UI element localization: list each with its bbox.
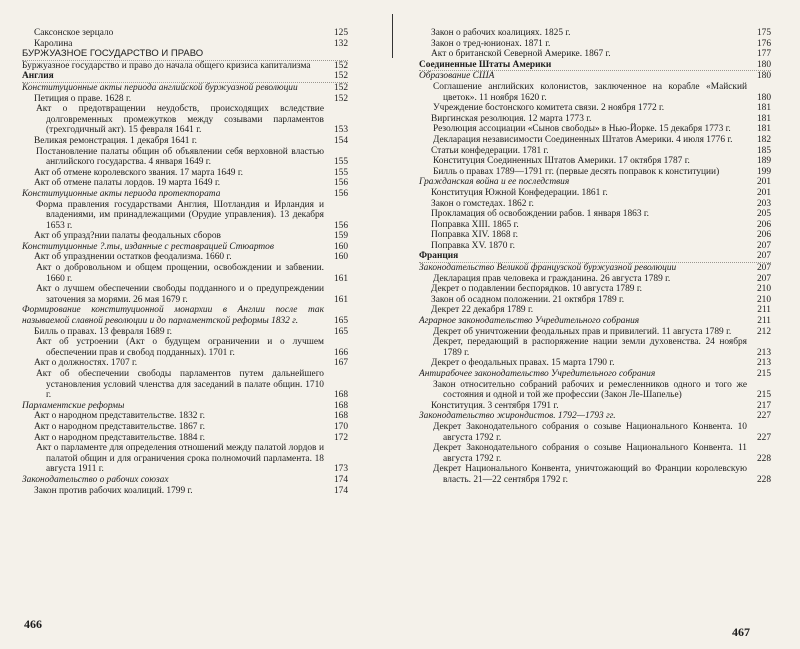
toc-entry-page: 211 [757, 316, 771, 327]
toc-entry-title: Акт о народном представительстве. 1832 г. [34, 411, 205, 422]
toc-entry-page: 156 [333, 220, 348, 231]
toc-entry-page: 212 [756, 326, 771, 337]
toc-entry-title: Виргинская резолюция. 12 марта 1773 г. [431, 113, 592, 124]
toc-entry-title: Акт об упразднении остатков феодализма. 1660 г. [34, 252, 232, 263]
toc-entry-title: Конституционные ?.ты, изданные с реставрацией Стюартов [22, 241, 274, 252]
toc-entry-page: 167 [333, 358, 348, 369]
toc-entry-title: Постановление палаты общин об объявлении себя верховной властью английского государства. 4 января 1649 г. [36, 146, 324, 168]
toc-entry-page: 155 [333, 167, 348, 178]
toc-entry-page: 155 [333, 157, 348, 168]
toc-entry [419, 188, 771, 199]
toc-entry [419, 327, 771, 338]
toc-entry-page: 165 [333, 326, 348, 337]
toc-entry [419, 146, 771, 157]
toc-entry-title: Декрет Законодательного собрания о созыве Национального Конвента. 11 августа 1792 г. [433, 443, 747, 464]
toc-entry-page: 168 [333, 411, 348, 422]
toc-entry [22, 358, 348, 369]
toc-entry-title: Конституционные акты периода английской буржуазной революции [22, 82, 298, 93]
toc-entry-title: Законодательство жирондистов. 1792—1793 гг. [419, 411, 616, 422]
toc-entry-page: 153 [333, 125, 348, 136]
toc-entry-page: 227 [756, 411, 771, 422]
toc-entry-title: Поправка XIII. 1865 г. [431, 219, 519, 230]
toc-entry-title: Закон о гомстедах. 1862 г. [431, 198, 534, 209]
toc-entry-title: Аграрное законодательство Учредительного собрания [419, 316, 640, 327]
toc-entry [22, 94, 348, 105]
toc-entry [22, 337, 348, 358]
toc-entry [419, 263, 771, 274]
toc-entry [419, 411, 771, 422]
toc-entry-title: Соединенные Штаты Америки [419, 59, 552, 70]
toc-entry-page: 170 [333, 421, 348, 432]
toc-entry [22, 486, 348, 497]
toc-entry-title: Конституционные акты периода протектората [22, 188, 221, 199]
toc-entry-page: 181 [756, 113, 771, 124]
toc-entry [419, 60, 771, 72]
toc-entry-page: 215 [756, 390, 771, 401]
toc-entry [419, 103, 771, 114]
toc-entry [22, 284, 348, 305]
toc-entry-title: Акт об упразд?нии палаты феодальных сборов [34, 231, 221, 242]
toc-entry [22, 305, 348, 326]
toc-entry-title: Билль о правах 1789—1791 гг. (первые десять поправок к конституции) [433, 166, 720, 177]
toc-entry-title: Буржуазное государство и право до начала общего кризиса капитализма [22, 60, 311, 71]
toc-entry-title: Акт о должностях. 1707 г. [34, 358, 138, 369]
toc-entry-title: Конституция Южной Конфедерации. 1861 г. [431, 187, 608, 198]
toc-entry-title: Законодательство о рабочих союзах [22, 474, 169, 485]
toc-entry-page: 168 [333, 400, 348, 411]
toc-entry [419, 284, 771, 295]
toc-entry [22, 104, 348, 136]
toc-entry [22, 443, 348, 475]
toc-entry-page: 156 [333, 178, 348, 189]
toc-entry [419, 422, 771, 443]
toc-entry-title: Акт об отмене палаты лордов. 19 марта 1649 г. [34, 178, 221, 189]
toc-entry-page: 189 [756, 156, 771, 167]
toc-entry-page: 207 [756, 251, 771, 262]
toc-entry [22, 369, 348, 401]
toc-entry-page: 173 [333, 464, 348, 475]
toc-entry [419, 124, 771, 135]
toc-entry-title: Закон против рабочих коалиций. 1799 г. [34, 485, 193, 496]
toc-entry [419, 401, 771, 412]
toc-entry-page: 156 [333, 188, 348, 199]
toc-entry-title: Декрет о подавлении беспорядков. 10 августа 1789 г. [431, 284, 642, 295]
toc-entry-page: 177 [756, 49, 771, 60]
toc-entry-page: 199 [756, 166, 771, 177]
toc-entry-page: 180 [756, 71, 771, 82]
left-page-number: 466 [24, 617, 42, 631]
toc-entry [22, 28, 348, 39]
toc-entry [419, 28, 771, 39]
toc-entry-page: 210 [756, 294, 771, 305]
toc-entry-page: 176 [756, 38, 771, 49]
toc-entry-title: БУРЖУАЗНОЕ ГОСУДАРСТВО И ПРАВО [22, 48, 204, 60]
toc-entry-page: 217 [756, 400, 771, 411]
toc-entry-title: Закон о рабочих коалициях. 1825 г. [431, 28, 571, 38]
toc-entry [419, 71, 771, 82]
toc-entry-title: Акт о парламенте для определения отношений между палатой лордов и палатой общин и для ограничения срока полномочий парламента. 18 августа 1911 г. [36, 443, 324, 475]
toc-entry-page: 180 [756, 59, 771, 70]
toc-entry-title: Акт о предотвращении неудобств, происходящих вследствие долговременных промежутков между созывами парламентов (трехгодичный акт). 15 февраля 1641 г. [36, 104, 324, 136]
toc-entry [22, 71, 348, 83]
toc-entry [419, 443, 771, 464]
toc-entry-page: 207 [756, 263, 771, 274]
toc-entry-page: 206 [756, 230, 771, 241]
toc-entry [22, 178, 348, 189]
toc-entry-page: 207 [756, 240, 771, 251]
toc-entry-title: Акт об устроении (Акт о будущем ограничении и о лучшем обеспечении прав и свобод подданных). 1701 г. [36, 337, 324, 358]
toc-entry [419, 156, 771, 167]
toc-entry [419, 305, 771, 316]
toc-entry-page: 201 [756, 187, 771, 198]
toc-entry [22, 189, 348, 200]
toc-entry [22, 327, 348, 338]
toc-entry [22, 49, 348, 61]
toc-entry-title: Поправка XV. 1870 г. [431, 240, 515, 251]
toc-entry-page: 152 [333, 60, 348, 71]
toc-entry-page: 181 [756, 124, 771, 135]
toc-entry-title: Соглашение английских колонистов, заключенное на корабле «Майский цветок». 11 ноября 1620 г. [433, 81, 747, 103]
toc-entry [22, 200, 348, 232]
toc-entry [22, 433, 348, 444]
toc-entry [419, 199, 771, 210]
toc-entry-page: 181 [756, 103, 771, 114]
toc-entry-title: Формирование конституционной монархии в Англии после так называемой славной революции и до парламентской реформы 1832 г. [22, 305, 324, 327]
toc-entry-title: Гражданская война и ее последствия [419, 177, 570, 188]
toc-entry-title: Учреждение бостонского комитета связи. 2 ноября 1772 г. [433, 103, 665, 114]
toc-entry-title: Декрет 22 декабря 1789 г. [431, 305, 534, 316]
toc-entry-page: 152 [333, 93, 348, 104]
left-page-toc [22, 28, 348, 496]
toc-entry-title: Поправка XIV. 1868 г. [431, 230, 519, 241]
toc-entry-page: 165 [333, 316, 348, 327]
toc-entry [419, 295, 771, 306]
toc-entry-title: Декларация независимости Соединенных Штатов Америки. 4 июля 1776 г. [433, 134, 733, 145]
toc-entry-page: 206 [756, 219, 771, 230]
toc-entry-page: 125 [333, 28, 348, 38]
toc-entry [419, 220, 771, 231]
toc-entry [419, 380, 771, 401]
toc-entry-page: 161 [333, 273, 348, 284]
toc-entry [419, 274, 771, 285]
toc-entry-page: 211 [757, 305, 771, 316]
toc-entry-page: 180 [756, 92, 771, 103]
toc-entry-title: Конституция Соединенных Штатов Америки. 17 октября 1787 г. [433, 156, 690, 167]
toc-entry [22, 263, 348, 284]
toc-entry-page: 154 [333, 135, 348, 146]
toc-entry-page: 159 [333, 231, 348, 242]
toc-entry [419, 82, 771, 103]
toc-entry-page: 205 [756, 209, 771, 220]
toc-entry-title: Декрет, передающий в распоряжение нации земли духовенства. 24 ноября 1789 г. [433, 337, 747, 358]
toc-entry [419, 369, 771, 380]
toc-entry-title: Каролина [34, 38, 73, 49]
toc-entry-title: Прокламация об освобождении рабов. 1 января 1863 г. [431, 209, 650, 220]
toc-entry [22, 252, 348, 263]
toc-entry [419, 209, 771, 220]
toc-entry-title: Форма правления государствами Англия, Шотландия и Ирландия и владениями, им принадлежащими (Орудие управления). 13 декабря 1653 г. [36, 199, 324, 231]
toc-entry [419, 358, 771, 369]
toc-entry-page: 215 [756, 369, 771, 379]
toc-entry-title: Декрет о феодальных правах. 15 марта 1790 г. [431, 358, 615, 369]
page-gutter-mark [392, 14, 393, 58]
toc-entry [22, 422, 348, 433]
toc-entry-title: Законодательство Великой французской буржуазной революции [419, 263, 677, 274]
toc-entry-page: 210 [756, 284, 771, 295]
toc-entry [419, 251, 771, 263]
toc-entry-page: 228 [756, 453, 771, 464]
toc-entry-title: Декрет Законодательного собрания о созыве Национального Конвента. 10 августа 1792 г. [433, 421, 747, 443]
toc-entry [419, 39, 771, 50]
toc-entry [419, 114, 771, 125]
toc-entry-page: 160 [333, 252, 348, 263]
toc-entry [419, 167, 771, 178]
toc-entry-title: Франция [419, 251, 459, 262]
toc-entry [22, 61, 348, 72]
toc-entry-page: 174 [333, 474, 348, 485]
toc-entry [419, 316, 771, 327]
toc-entry-title: Конституция. 3 сентября 1791 г. [431, 400, 559, 411]
toc-entry [22, 242, 348, 253]
toc-entry-title: Образование США [419, 71, 495, 82]
toc-entry-title: Акт о народном представительстве. 1884 г. [34, 432, 205, 443]
toc-entry-page: 174 [333, 485, 348, 496]
toc-entry [419, 241, 771, 252]
toc-entry-title: Саксонское зерцало [34, 28, 114, 38]
toc-entry [22, 401, 348, 412]
toc-entry-page: 207 [756, 273, 771, 284]
toc-entry-page: 132 [333, 38, 348, 49]
toc-entry-page: 213 [756, 347, 771, 358]
toc-entry-title: Статьи конфедерации. 1781 г. [431, 145, 549, 156]
toc-entry-title: Закон о тред-юнионах. 1871 г. [431, 38, 551, 49]
toc-entry-page: 172 [333, 432, 348, 443]
toc-entry-page: 227 [756, 432, 771, 443]
toc-entry-page: 160 [333, 241, 348, 252]
toc-entry-page: 228 [756, 474, 771, 485]
toc-entry [22, 136, 348, 147]
toc-entry [419, 49, 771, 60]
toc-entry-page: 161 [333, 294, 348, 305]
toc-entry-title: Декрет Национального Конвента, уничтожающий во Франции королевскую власть. 21—22 сентября 1792 г. [433, 464, 747, 485]
toc-entry [419, 135, 771, 146]
toc-entry-title: Закон относительно собраний рабочих и ремесленников одного и того же состояния и одной и той же профессии (Закон Ле-Шапелье) [433, 379, 747, 401]
toc-entry [419, 230, 771, 241]
toc-entry [419, 464, 771, 485]
toc-entry-title: Декрет об уничтожении феодальных прав и привилегий. 11 августа 1789 г. [433, 326, 732, 337]
toc-entry-title: Билль о правах. 13 февраля 1689 г. [34, 326, 172, 337]
toc-entry-page: 182 [756, 134, 771, 145]
toc-entry [22, 231, 348, 242]
toc-entry-page: 168 [333, 390, 348, 401]
toc-entry-page: 152 [333, 71, 348, 82]
toc-entry-page: 152 [333, 82, 348, 93]
toc-entry-title: Акт о добровольном и общем прощении, освобождении и забвении. 1660 г. [36, 263, 324, 284]
right-page-toc [419, 28, 771, 486]
toc-entry-title: Акт о народном представительстве. 1867 г. [34, 421, 205, 432]
right-page-number: 467 [732, 625, 750, 639]
toc-entry-title: Акт об обеспечении свободы парламентов путем дальнейшего установления условий членства для заседаний в палате общин. 1710 г. [36, 369, 324, 401]
toc-entry [22, 147, 348, 168]
toc-entry-title: Акт о британской Северной Америке. 1867 г. [431, 49, 611, 60]
toc-entry-title: Декларация прав человека и гражданина. 26 августа 1789 г. [433, 273, 671, 284]
toc-entry-title: Акт об отмене королевского звания. 17 марта 1649 г. [34, 167, 243, 178]
toc-entry-title: Резолюция ассоциации «Сынов свободы» в Нью-Йорке. 15 декабря 1773 г. [433, 124, 731, 135]
toc-entry-title: Акт о лучшем обеспечении свободы подданного и о предупреждении заточения за морями. 26 мая 1679 г. [36, 284, 324, 305]
toc-entry-page: 203 [756, 198, 771, 209]
toc-entry-title: Антирабочее законодательство Учредительного собрания [419, 369, 656, 379]
toc-entry-page: 175 [756, 28, 771, 38]
toc-entry [419, 337, 771, 358]
toc-entry-page: 166 [333, 347, 348, 358]
toc-entry-page: 185 [756, 145, 771, 156]
toc-entry-page: 201 [756, 177, 771, 188]
toc-entry [22, 475, 348, 486]
toc-entry [22, 411, 348, 422]
toc-entry [22, 168, 348, 179]
toc-entry-page: 213 [756, 358, 771, 369]
toc-entry-title: Великая ремонстрация. 1 декабря 1641 г. [34, 135, 197, 146]
toc-entry [22, 83, 348, 94]
toc-entry-title: Петиция о праве. 1628 г. [34, 93, 132, 104]
toc-entry [419, 177, 771, 188]
toc-entry-title: Англия [22, 71, 54, 82]
toc-entry-title: Закон об осадном положении. 21 октября 1789 г. [431, 294, 625, 305]
toc-entry-title: Парламентские реформы [22, 400, 125, 411]
